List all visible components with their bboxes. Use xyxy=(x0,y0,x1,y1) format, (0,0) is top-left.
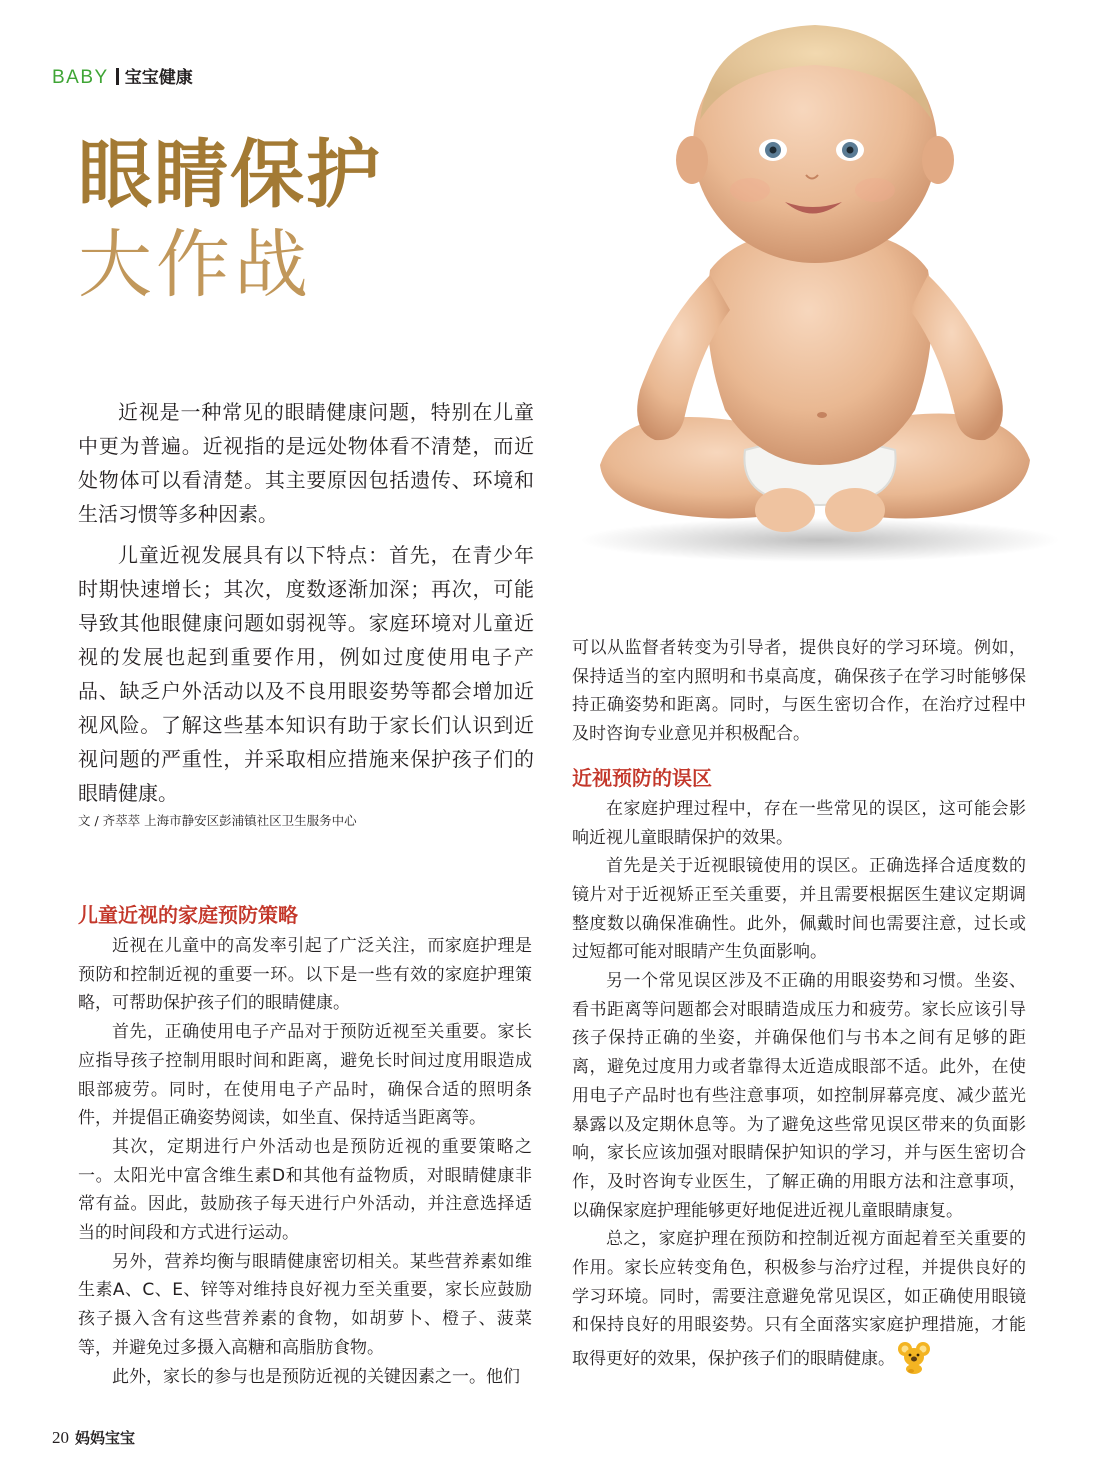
section-tag xyxy=(52,64,193,91)
body-paragraph-final xyxy=(572,1225,1026,1374)
section-label-cn: 宝宝健康 xyxy=(124,68,193,88)
body-paragraph: 首先是关于近视眼镜使用的误区。正确选择合适度数的镜片对于近视矫正至关重要，并且需要根据医生建议定期调整度数以确保准确性。此外，佩戴时间也需要注意，过长或过短都可能对眼睛产生负面影响。 xyxy=(572,856,1026,963)
left-column xyxy=(78,898,532,1391)
final-paragraph-text: 总之，家庭护理在预防和控制近视方面起着至关重要的作用。家长应转变角色，积极参与治疗过程，并提供良好的学习环境。同时，需要注意避免常见误区，如正确使用眼镜和保持良好的用眼姿势。只有全面落实家庭护理措施，才能取得更好的效果，保护孩子们的眼睛健康。 xyxy=(572,1229,1026,1370)
section-divider xyxy=(116,68,119,85)
body-paragraph: 另外，营养均衡与眼睛健康密切相关。某些营养素如维生素A、C、E、锌等对维持良好视力至关重要，家长应鼓励孩子摄入含有这些营养素的食物，如胡萝卜、橙子、菠菜等，并避免过多摄入高糖和高脂肪食物。 xyxy=(78,1251,532,1358)
section-heading: 儿童近视的家庭预防策略 xyxy=(78,903,298,927)
page-number: 20 xyxy=(52,1428,69,1447)
body-paragraph: 在家庭护理过程中，存在一些常见的误区，这可能会影响近视儿童眼睛保护的效果。 xyxy=(572,798,1026,848)
section-heading: 近视预防的误区 xyxy=(572,765,712,790)
body-paragraph-continued: 可以从监督者转变为引导者，提供良好的学习环境。例如，保持适当的室内照明和书桌高度，确保孩子在学习时能够保持正确姿势和距离。同时，与医生密切合作，在治疗过程中及时咨询专业意见并积极配合。 xyxy=(572,638,1026,745)
baby-photo xyxy=(560,10,1080,570)
body-paragraph: 首先，正确使用电子产品对于预防近视至关重要。家长应指导孩子控制用眼时间和距离，避免长时间过度用眼造成眼部疲劳。同时，在使用电子产品时，确保合适的照明条件，并提倡正确姿势阅读，如坐直、保持适当距离等。 xyxy=(78,1022,532,1129)
intro-paragraph: 儿童近视发展具有以下特点：首先，在青少年时期快速增长；其次，度数逐渐加深；再次，可能导致其他眼健康问题如弱视等。家庭环境对儿童近视的发展也起到重要作用，例如过度使用电子产品、缺乏户外活动以及不良用眼姿势等都会增加近视风险。了解这些基本知识有助于家长们认识到近视问题的严重性，并采取相应措施来保护孩子们的眼睛健康。 xyxy=(78,543,534,805)
body-paragraph: 其次，定期进行户外活动也是预防近视的重要策略之一。太阳光中富含维生素D和其他有益物质，对眼睛健康非常有益。因此，鼓励孩子每天进行户外活动，并注意选择适当的时间段和方式进行运动。 xyxy=(78,1136,532,1244)
body-paragraph: 近视在儿童中的高发率引起了广泛关注，而家庭护理是预防和控制近视的重要一环。以下是一些有效的家庭护理策略，可帮助保护孩子们的眼睛健康。 xyxy=(78,936,532,1014)
body-paragraph: 此外，家长的参与也是预防近视的关键因素之一。他们 xyxy=(112,1366,520,1387)
article-intro xyxy=(78,395,534,817)
right-column xyxy=(572,634,1026,1374)
article-title-line1: 眼睛保护 xyxy=(78,132,382,218)
page-footer xyxy=(52,1428,135,1448)
body-paragraph: 另一个常见误区涉及不正确的用眼姿势和习惯。坐姿、看书距离等问题都会对眼睛造成压力和疲劳。家长应该引导孩子保持正确的坐姿，并确保他们与书本之间有足够的距离，避免过度用力或者靠得太近造成眼部不适。此外，在使用电子产品时也有些注意事项，如控制屏幕亮度、减少蓝光暴露以及定期休息等。为了避免这些常见误区带来的负面影响，家长应该加强对眼睛保护知识的学习，并与医生密切合作，及时咨询专业医生，了解正确的用眼方法和注意事项，以确保家庭护理能够更好地促进近视儿童眼睛康复。 xyxy=(572,971,1026,1221)
article-title-line2: 大作战 xyxy=(78,222,312,308)
author-byline: 文 / 齐萃萃 上海市静安区彭浦镇社区卫生服务中心 xyxy=(78,813,357,828)
magazine-name: 妈妈宝宝 xyxy=(75,1429,136,1447)
koala-icon xyxy=(897,1340,931,1374)
section-label-en: BABY xyxy=(52,67,109,88)
intro-paragraph: 近视是一种常见的眼睛健康问题，特别在儿童中更为普遍。近视指的是远处物体看不清楚，而近处物体可以看清楚。其主要原因包括遗传、环境和生活习惯等多种因素。 xyxy=(78,400,534,526)
